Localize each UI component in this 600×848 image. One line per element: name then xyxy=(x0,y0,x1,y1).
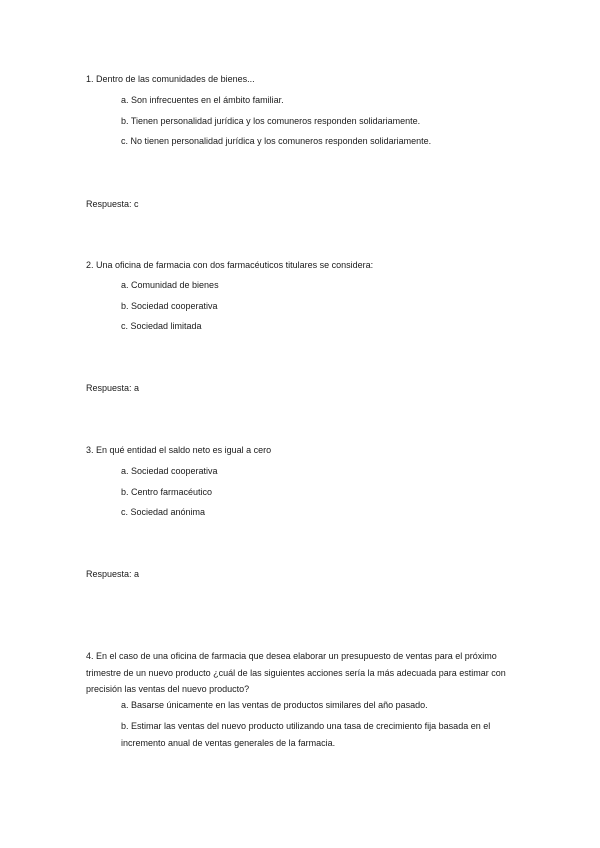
question-1-text: 1. Dentro de las comunidades de bienes... xyxy=(86,74,255,84)
question-3-answer: Respuesta: a xyxy=(86,569,140,579)
question-1-option-a: a. Son infrecuentes en el ámbito familiar. xyxy=(121,95,284,105)
question-2-option-a: a. Comunidad de bienes xyxy=(121,280,219,290)
question-2-option-b: b. Sociedad cooperativa xyxy=(121,301,218,311)
question-3-option-a: a. Sociedad cooperativa xyxy=(121,466,218,476)
question-2-text: 2. Una oficina de farmacia con dos farmacéuticos titulares se considera: xyxy=(86,260,374,270)
question-3-text: 3. En qué entidad el saldo neto es igual a cero xyxy=(86,445,272,455)
question-4-text: 4. En el caso de una oficina de farmacia que desea elaborar un presupuesto de ventas para el próximo trimestre de un nuevo producto ¿cuál de las siguientes acciones sería la más adecuada para estimar con precisión las ventas del nuevo producto? xyxy=(86,651,506,694)
question-2-answer: Respuesta: a xyxy=(86,383,140,393)
question-4-option-a: a. Basarse únicamente en las ventas de productos similares del año pasado. xyxy=(121,700,428,710)
question-3-option-c: c. Sociedad anónima xyxy=(121,507,206,517)
question-1-answer: Respuesta: c xyxy=(86,199,139,209)
question-1-option-b: b. Tienen personalidad jurídica y los comuneros responden solidariamente. xyxy=(121,116,421,126)
question-3-option-b: b. Centro farmacéutico xyxy=(121,487,213,497)
question-2-option-c: c. Sociedad limitada xyxy=(121,321,202,331)
question-4-option-b: b. Estimar las ventas del nuevo producto utilizando una tasa de crecimiento fija basada en el incremento anual de ventas generales de la farmacia. xyxy=(121,721,491,748)
question-1-option-c: c. No tienen personalidad jurídica y los comuneros responden solidariamente. xyxy=(121,136,432,146)
